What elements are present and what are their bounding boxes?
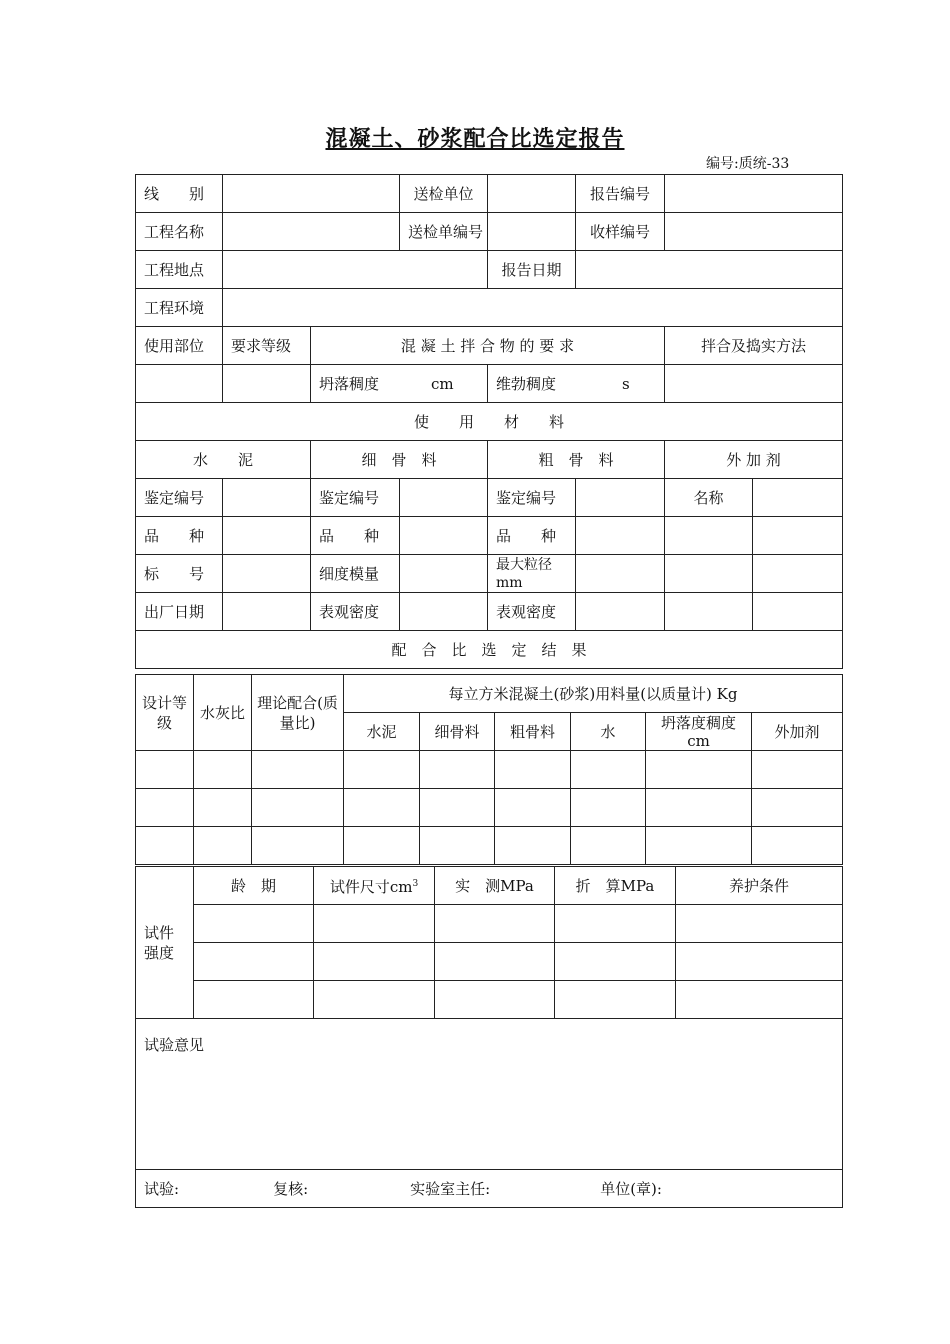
slump-unit: cm bbox=[431, 374, 454, 393]
table-cell[interactable] bbox=[194, 943, 314, 981]
label-project-name: 工程名称 bbox=[136, 213, 223, 251]
table-cell[interactable] bbox=[136, 751, 194, 789]
signature-row bbox=[136, 1170, 843, 1208]
table-cell[interactable] bbox=[194, 981, 314, 1019]
label-factory-date: 出厂日期 bbox=[136, 593, 223, 631]
label-vebe: 维勃稠度 bbox=[496, 374, 557, 393]
table-cell[interactable] bbox=[571, 789, 646, 827]
label-grade: 要求等级 bbox=[223, 327, 311, 365]
field-line[interactable] bbox=[223, 175, 400, 213]
field-project-site[interactable] bbox=[223, 251, 488, 289]
col-coarse-aggregate: 粗骨料 bbox=[495, 713, 571, 751]
label-tester: 试验: bbox=[144, 1179, 180, 1198]
table-cell[interactable] bbox=[344, 789, 420, 827]
label-cement-variety: 品 种 bbox=[136, 517, 223, 555]
table-cell[interactable] bbox=[420, 789, 495, 827]
strength-table bbox=[135, 866, 843, 1208]
col-converted: 折 算MPa bbox=[555, 867, 676, 905]
header-coarse-aggregate: 粗 骨 料 bbox=[488, 441, 665, 479]
label-line: 线 别 bbox=[136, 175, 223, 213]
report-title: 混凝土、砂浆配合比选定报告 bbox=[325, 126, 625, 152]
label-lab-head: 实验室主任: bbox=[410, 1179, 491, 1198]
table-row bbox=[136, 751, 843, 789]
table-cell[interactable] bbox=[252, 751, 344, 789]
table-cell[interactable] bbox=[435, 905, 555, 943]
table-cell[interactable] bbox=[420, 827, 495, 865]
label-sample-no: 收样编号 bbox=[576, 213, 665, 251]
table-row bbox=[136, 981, 843, 1019]
label-specimen-strength: 试件强度 bbox=[136, 867, 194, 1019]
field-mix-method[interactable] bbox=[665, 365, 843, 403]
field-cement-mark[interactable] bbox=[223, 555, 311, 593]
table-cell[interactable] bbox=[646, 751, 752, 789]
header-per-m3: 每立方米混凝土(砂浆)用料量(以质量计) Kg bbox=[344, 675, 843, 713]
label-report-date: 报告日期 bbox=[488, 251, 576, 289]
table-cell[interactable] bbox=[752, 751, 843, 789]
field-additive-2b[interactable] bbox=[753, 555, 843, 593]
table-cell[interactable] bbox=[555, 905, 676, 943]
col-additive: 外加剂 bbox=[752, 713, 843, 751]
table-cell[interactable] bbox=[435, 943, 555, 981]
field-report-date[interactable] bbox=[576, 251, 843, 289]
section-mix-results: 配 合 比 选 定 结 果 bbox=[136, 631, 843, 669]
table-cell[interactable] bbox=[571, 751, 646, 789]
label-fineness: 细度模量 bbox=[311, 555, 400, 593]
label-sender-unit: 送检单位 bbox=[400, 175, 488, 213]
field-coarse-density[interactable] bbox=[576, 593, 665, 631]
label-mix-method: 拌合及捣实方法 bbox=[665, 327, 843, 365]
field-additive-2a[interactable] bbox=[665, 555, 753, 593]
col-specimen-size: 试件尺寸$cm^3$ bbox=[314, 867, 435, 905]
table-cell[interactable] bbox=[571, 827, 646, 865]
label-fine-id: 鉴定编号 bbox=[311, 479, 400, 517]
table-cell[interactable] bbox=[495, 751, 571, 789]
table-cell[interactable] bbox=[314, 981, 435, 1019]
table-cell[interactable] bbox=[194, 789, 252, 827]
field-project-env[interactable] bbox=[223, 289, 843, 327]
field-additive-3b[interactable] bbox=[753, 593, 843, 631]
field-additive-name[interactable] bbox=[753, 479, 843, 517]
table-cell[interactable] bbox=[252, 789, 344, 827]
table-cell[interactable] bbox=[676, 981, 843, 1019]
header-additive: 外 加 剂 bbox=[665, 441, 843, 479]
table-cell[interactable] bbox=[435, 981, 555, 1019]
header-fine-aggregate: 细 骨 料 bbox=[311, 441, 488, 479]
field-fine-density[interactable] bbox=[400, 593, 488, 631]
field-additive-3a[interactable] bbox=[665, 593, 753, 631]
header-wc-ratio: 水灰比 bbox=[194, 675, 252, 751]
label-fine-variety: 品 种 bbox=[311, 517, 400, 555]
label-cement-mark: 标 号 bbox=[136, 555, 223, 593]
report-header-table bbox=[135, 174, 843, 669]
table-cell[interactable] bbox=[136, 827, 194, 865]
table-cell[interactable] bbox=[646, 789, 752, 827]
table-row bbox=[136, 789, 843, 827]
header-cement: 水 泥 bbox=[136, 441, 311, 479]
field-coarse-id[interactable] bbox=[576, 479, 665, 517]
label-mix-requirement: 混 凝 土 拌 合 物 的 要 求 bbox=[311, 327, 665, 365]
field-vebe[interactable] bbox=[488, 365, 665, 403]
field-project-name[interactable] bbox=[223, 213, 400, 251]
table-cell[interactable] bbox=[676, 943, 843, 981]
table-cell[interactable] bbox=[136, 789, 194, 827]
header-theory-ratio: 理论配合(质量比) bbox=[252, 675, 344, 751]
field-fine-id[interactable] bbox=[400, 479, 488, 517]
field-factory-date[interactable] bbox=[223, 593, 311, 631]
table-cell[interactable] bbox=[555, 981, 676, 1019]
field-additive-1a[interactable] bbox=[665, 517, 753, 555]
col-slump: 坍落度稠度cm bbox=[646, 713, 752, 751]
label-project-site: 工程地点 bbox=[136, 251, 223, 289]
field-grade[interactable] bbox=[223, 365, 311, 403]
table-cell[interactable] bbox=[344, 827, 420, 865]
field-cement-variety[interactable] bbox=[223, 517, 311, 555]
label-unit-seal: 单位(章): bbox=[600, 1179, 662, 1198]
label-use-part: 使用部位 bbox=[136, 327, 223, 365]
table-cell[interactable] bbox=[194, 905, 314, 943]
mix-results-table bbox=[135, 674, 843, 865]
field-slump[interactable] bbox=[311, 365, 488, 403]
label-max-size: 最大粒径mm bbox=[488, 555, 576, 593]
table-cell[interactable] bbox=[555, 943, 676, 981]
table-cell[interactable] bbox=[252, 827, 344, 865]
label-project-env: 工程环境 bbox=[136, 289, 223, 327]
field-max-size[interactable] bbox=[576, 555, 665, 593]
field-report-no[interactable] bbox=[665, 175, 843, 213]
field-coarse-variety[interactable] bbox=[576, 517, 665, 555]
document-code: 编号:质统-33 bbox=[706, 156, 790, 172]
label-test-opinion: 试验意见 bbox=[144, 1036, 205, 1054]
table-row bbox=[136, 905, 843, 943]
field-use-part[interactable] bbox=[136, 365, 223, 403]
field-sample-no[interactable] bbox=[665, 213, 843, 251]
table-cell[interactable] bbox=[420, 751, 495, 789]
table-cell[interactable] bbox=[495, 789, 571, 827]
table-cell[interactable] bbox=[314, 905, 435, 943]
col-fine-aggregate: 细骨料 bbox=[420, 713, 495, 751]
label-coarse-density: 表观密度 bbox=[488, 593, 576, 631]
col-age: 龄 期 bbox=[194, 867, 314, 905]
label-coarse-id: 鉴定编号 bbox=[488, 479, 576, 517]
col-cement: 水泥 bbox=[344, 713, 420, 751]
table-row bbox=[136, 827, 843, 865]
label-reviewer: 复核: bbox=[273, 1179, 309, 1198]
table-cell[interactable] bbox=[646, 827, 752, 865]
label-fine-density: 表观密度 bbox=[311, 593, 400, 631]
table-row bbox=[136, 943, 843, 981]
label-sender-no: 送检单编号 bbox=[400, 213, 488, 251]
field-cement-id[interactable] bbox=[223, 479, 311, 517]
field-additive-1b[interactable] bbox=[753, 517, 843, 555]
field-test-opinion[interactable] bbox=[136, 1019, 843, 1170]
col-measured: 实 测MPa bbox=[435, 867, 555, 905]
label-slump: 坍落稠度 bbox=[319, 374, 380, 393]
table-cell[interactable] bbox=[752, 827, 843, 865]
table-cell[interactable] bbox=[194, 827, 252, 865]
label-cement-id: 鉴定编号 bbox=[136, 479, 223, 517]
table-cell[interactable] bbox=[194, 751, 252, 789]
col-water: 水 bbox=[571, 713, 646, 751]
field-fine-variety[interactable] bbox=[400, 517, 488, 555]
col-curing: 养护条件 bbox=[676, 867, 843, 905]
vebe-unit: s bbox=[622, 374, 630, 393]
field-sender-unit[interactable] bbox=[488, 175, 576, 213]
section-materials: 使 用 材 料 bbox=[136, 403, 843, 441]
label-coarse-variety: 品 种 bbox=[488, 517, 576, 555]
header-design-grade: 设计等级 bbox=[136, 675, 194, 751]
table-cell[interactable] bbox=[676, 905, 843, 943]
table-cell[interactable] bbox=[752, 789, 843, 827]
table-cell[interactable] bbox=[314, 943, 435, 981]
field-fineness[interactable] bbox=[400, 555, 488, 593]
field-sender-no[interactable] bbox=[488, 213, 576, 251]
label-report-no: 报告编号 bbox=[576, 175, 665, 213]
table-cell[interactable] bbox=[495, 827, 571, 865]
label-additive-name: 名称 bbox=[665, 479, 753, 517]
table-cell[interactable] bbox=[344, 751, 420, 789]
